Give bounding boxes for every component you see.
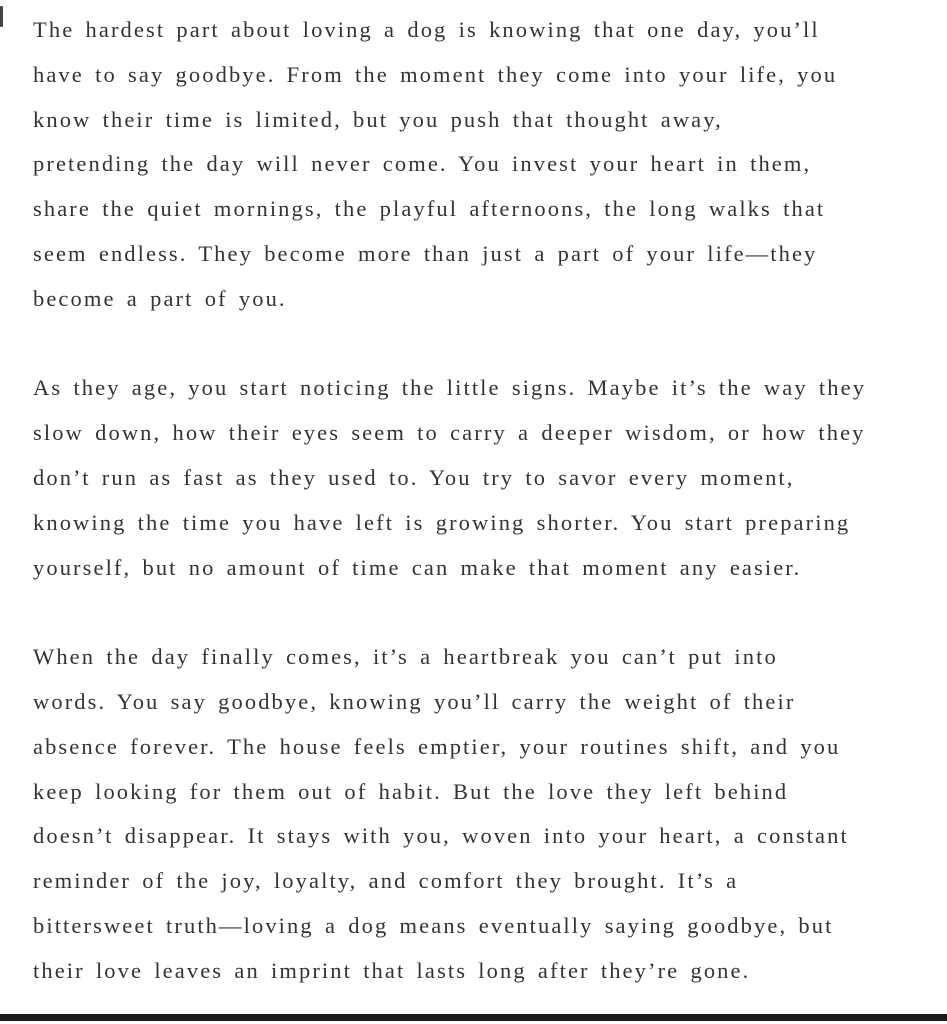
text-line: reminder of the joy, loyalty, and comfort they brought. It’s a (33, 868, 739, 894)
paragraph (33, 366, 927, 590)
text-line: The hardest part about loving a dog is knowing that one day, you’ll (33, 17, 820, 42)
text-line: slow down, how their eyes seem to carry a deeper wisdom, or how they (33, 420, 866, 446)
bottom-divider-bar (0, 1014, 947, 1021)
text-line: seem endless. They become more than just a part of your life—they (33, 240, 818, 266)
text-line: bittersweet truth—loving a dog means eventually saying goodbye, but (33, 912, 834, 938)
text-line: know their time is limited, but you push that thought away, (33, 106, 723, 132)
text-line: absence forever. The house feels emptier, your routines shift, and you (33, 733, 841, 759)
text-line: keep looking for them out of habit. But the love they left behind (33, 778, 789, 804)
text-line: knowing the time you have left is growing shorter. You start preparing (33, 509, 851, 535)
text-line: don’t run as fast as they used to. You try to savor every moment, (33, 464, 795, 490)
text-line: pretending the day will never come. You invest your heart in them, (33, 151, 812, 177)
text-line: their love leaves an imprint that lasts long after they’re gone. (33, 957, 751, 983)
text-line: When the day finally comes, it’s a heartbreak you can’t put into (33, 644, 778, 670)
text-line: words. You say goodbye, knowing you’ll carry the weight of their (33, 688, 796, 714)
paragraph (33, 8, 927, 322)
paragraph (33, 635, 927, 993)
text-line: share the quiet mornings, the playful afternoons, the long walks that (33, 196, 826, 222)
scan-edge-artifact (0, 6, 3, 27)
document-page (33, 8, 927, 994)
text-line: As they age, you start noticing the little signs. Maybe it’s the way they (33, 375, 867, 401)
text-line: doesn’t disappear. It stays with you, woven into your heart, a constant (33, 823, 849, 849)
text-line: yourself, but no amount of time can make that moment any easier. (33, 554, 802, 580)
text-line: become a part of you. (33, 285, 287, 311)
text-line: have to say goodbye. From the moment they come into your life, you (33, 61, 838, 87)
